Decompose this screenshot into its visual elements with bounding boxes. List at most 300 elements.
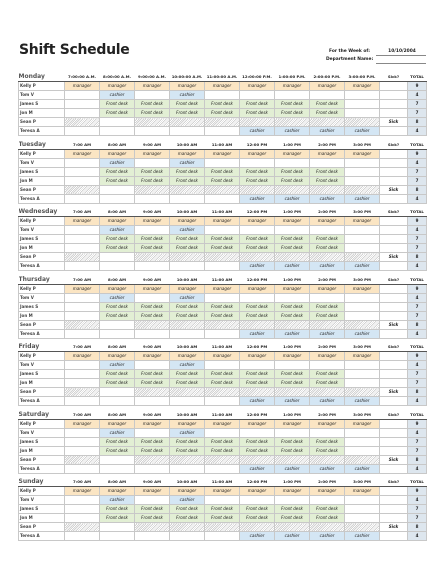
shift-cell[interactable]: manager: [135, 284, 170, 293]
shift-cell[interactable]: cashier: [345, 127, 380, 136]
shift-cell[interactable]: manager: [275, 419, 310, 428]
shift-cell[interactable]: Front desk: [100, 370, 135, 379]
employee-name[interactable]: Kelly P: [19, 487, 65, 496]
shift-cell[interactable]: [205, 293, 240, 302]
shift-cell[interactable]: Front desk: [205, 514, 240, 523]
sick-cell[interactable]: [380, 370, 408, 379]
shift-cell[interactable]: [345, 370, 380, 379]
shift-cell[interactable]: Front desk: [275, 311, 310, 320]
sick-cell[interactable]: [380, 397, 408, 406]
sick-cell[interactable]: [380, 217, 408, 226]
shift-cell[interactable]: [65, 505, 100, 514]
shift-cell[interactable]: Front desk: [275, 370, 310, 379]
shift-cell[interactable]: cashier: [345, 262, 380, 271]
shift-cell[interactable]: [240, 455, 275, 464]
shift-cell[interactable]: Front desk: [100, 302, 135, 311]
shift-cell[interactable]: Front desk: [310, 311, 345, 320]
shift-cell[interactable]: [205, 185, 240, 194]
shift-cell[interactable]: cashier: [310, 464, 345, 473]
shift-cell[interactable]: [275, 253, 310, 262]
shift-cell[interactable]: Front desk: [135, 167, 170, 176]
shift-cell[interactable]: [65, 464, 100, 473]
shift-cell[interactable]: [100, 194, 135, 203]
shift-cell[interactable]: manager: [240, 82, 275, 91]
shift-cell[interactable]: [170, 388, 205, 397]
shift-cell[interactable]: Front desk: [100, 446, 135, 455]
shift-cell[interactable]: Front desk: [100, 109, 135, 118]
shift-cell[interactable]: Front desk: [170, 235, 205, 244]
shift-cell[interactable]: [345, 167, 380, 176]
shift-cell[interactable]: Front desk: [100, 244, 135, 253]
employee-name[interactable]: Teresa A: [19, 194, 65, 203]
shift-cell[interactable]: [100, 320, 135, 329]
shift-cell[interactable]: Front desk: [275, 176, 310, 185]
shift-cell[interactable]: [65, 185, 100, 194]
shift-cell[interactable]: Front desk: [310, 176, 345, 185]
shift-cell[interactable]: [65, 455, 100, 464]
shift-cell[interactable]: [310, 118, 345, 127]
employee-name[interactable]: Tom V: [19, 158, 65, 167]
shift-cell[interactable]: [135, 91, 170, 100]
shift-cell[interactable]: [345, 523, 380, 532]
shift-cell[interactable]: manager: [240, 217, 275, 226]
sick-cell[interactable]: [380, 244, 408, 253]
shift-cell[interactable]: manager: [240, 352, 275, 361]
employee-name[interactable]: Tom V: [19, 428, 65, 437]
shift-cell[interactable]: Front desk: [170, 514, 205, 523]
shift-cell[interactable]: [170, 532, 205, 541]
shift-cell[interactable]: [65, 302, 100, 311]
shift-cell[interactable]: manager: [100, 487, 135, 496]
sick-cell[interactable]: [380, 226, 408, 235]
shift-cell[interactable]: [205, 388, 240, 397]
shift-cell[interactable]: Front desk: [205, 505, 240, 514]
shift-cell[interactable]: [205, 428, 240, 437]
shift-cell[interactable]: Front desk: [205, 235, 240, 244]
shift-cell[interactable]: cashier: [275, 127, 310, 136]
shift-cell[interactable]: cashier: [310, 329, 345, 338]
sick-cell[interactable]: [380, 514, 408, 523]
employee-name[interactable]: Sean P: [19, 523, 65, 532]
shift-cell[interactable]: [310, 455, 345, 464]
shift-cell[interactable]: [240, 226, 275, 235]
sick-cell[interactable]: [380, 532, 408, 541]
shift-cell[interactable]: manager: [65, 352, 100, 361]
shift-cell[interactable]: Front desk: [310, 100, 345, 109]
employee-name[interactable]: Sean P: [19, 320, 65, 329]
shift-cell[interactable]: [345, 388, 380, 397]
shift-cell[interactable]: [170, 127, 205, 136]
employee-name[interactable]: Tom V: [19, 496, 65, 505]
shift-cell[interactable]: [135, 194, 170, 203]
shift-cell[interactable]: Front desk: [240, 514, 275, 523]
shift-cell[interactable]: [135, 455, 170, 464]
shift-cell[interactable]: [275, 91, 310, 100]
shift-cell[interactable]: [135, 127, 170, 136]
shift-cell[interactable]: [65, 370, 100, 379]
shift-cell[interactable]: manager: [310, 487, 345, 496]
shift-cell[interactable]: [135, 532, 170, 541]
sick-cell[interactable]: Sick: [380, 185, 408, 194]
shift-cell[interactable]: [240, 361, 275, 370]
shift-cell[interactable]: manager: [100, 352, 135, 361]
shift-cell[interactable]: [135, 329, 170, 338]
shift-cell[interactable]: [275, 388, 310, 397]
shift-cell[interactable]: manager: [240, 284, 275, 293]
employee-name[interactable]: Kelly P: [19, 217, 65, 226]
shift-cell[interactable]: [135, 293, 170, 302]
sick-cell[interactable]: [380, 352, 408, 361]
shift-cell[interactable]: Front desk: [135, 235, 170, 244]
shift-cell[interactable]: Front desk: [205, 379, 240, 388]
shift-cell[interactable]: Front desk: [310, 446, 345, 455]
shift-cell[interactable]: [275, 118, 310, 127]
shift-cell[interactable]: Front desk: [240, 244, 275, 253]
shift-cell[interactable]: cashier: [170, 428, 205, 437]
shift-cell[interactable]: [100, 127, 135, 136]
sick-cell[interactable]: [380, 194, 408, 203]
shift-cell[interactable]: [170, 194, 205, 203]
shift-cell[interactable]: [65, 167, 100, 176]
shift-cell[interactable]: Front desk: [205, 446, 240, 455]
shift-cell[interactable]: Front desk: [135, 379, 170, 388]
shift-cell[interactable]: [345, 235, 380, 244]
shift-cell[interactable]: [275, 523, 310, 532]
shift-cell[interactable]: Front desk: [170, 311, 205, 320]
sick-cell[interactable]: [380, 419, 408, 428]
sick-cell[interactable]: [380, 361, 408, 370]
shift-cell[interactable]: cashier: [170, 361, 205, 370]
shift-cell[interactable]: manager: [205, 487, 240, 496]
shift-cell[interactable]: [65, 91, 100, 100]
shift-cell[interactable]: [135, 253, 170, 262]
sick-cell[interactable]: [380, 464, 408, 473]
shift-cell[interactable]: [65, 100, 100, 109]
shift-cell[interactable]: manager: [310, 149, 345, 158]
employee-name[interactable]: James S: [19, 235, 65, 244]
shift-cell[interactable]: Front desk: [205, 100, 240, 109]
shift-cell[interactable]: Front desk: [170, 505, 205, 514]
shift-cell[interactable]: manager: [170, 419, 205, 428]
shift-cell[interactable]: Front desk: [310, 437, 345, 446]
shift-cell[interactable]: [65, 109, 100, 118]
shift-cell[interactable]: [240, 293, 275, 302]
employee-name[interactable]: Jon M: [19, 244, 65, 253]
shift-cell[interactable]: manager: [345, 82, 380, 91]
shift-cell[interactable]: [65, 244, 100, 253]
shift-cell[interactable]: Front desk: [135, 176, 170, 185]
shift-cell[interactable]: [275, 455, 310, 464]
shift-cell[interactable]: Front desk: [205, 311, 240, 320]
shift-cell[interactable]: [205, 194, 240, 203]
shift-cell[interactable]: [345, 361, 380, 370]
shift-cell[interactable]: [345, 226, 380, 235]
shift-cell[interactable]: [65, 388, 100, 397]
shift-cell[interactable]: cashier: [170, 158, 205, 167]
shift-cell[interactable]: Front desk: [240, 235, 275, 244]
sick-cell[interactable]: [380, 100, 408, 109]
shift-cell[interactable]: [65, 361, 100, 370]
shift-cell[interactable]: cashier: [275, 262, 310, 271]
shift-cell[interactable]: cashier: [275, 532, 310, 541]
shift-cell[interactable]: cashier: [275, 194, 310, 203]
shift-cell[interactable]: [65, 320, 100, 329]
shift-cell[interactable]: Front desk: [100, 176, 135, 185]
shift-cell[interactable]: Front desk: [135, 437, 170, 446]
shift-cell[interactable]: Front desk: [240, 109, 275, 118]
shift-cell[interactable]: manager: [135, 82, 170, 91]
sick-cell[interactable]: [380, 176, 408, 185]
shift-cell[interactable]: [65, 446, 100, 455]
shift-cell[interactable]: Front desk: [100, 505, 135, 514]
shift-cell[interactable]: [100, 397, 135, 406]
shift-cell[interactable]: manager: [275, 284, 310, 293]
shift-cell[interactable]: manager: [100, 284, 135, 293]
shift-cell[interactable]: [345, 446, 380, 455]
shift-cell[interactable]: [345, 514, 380, 523]
shift-cell[interactable]: manager: [65, 284, 100, 293]
shift-cell[interactable]: [275, 226, 310, 235]
shift-cell[interactable]: [205, 118, 240, 127]
shift-cell[interactable]: [310, 496, 345, 505]
shift-cell[interactable]: cashier: [100, 293, 135, 302]
shift-cell[interactable]: [65, 194, 100, 203]
shift-cell[interactable]: cashier: [100, 428, 135, 437]
shift-cell[interactable]: Front desk: [170, 379, 205, 388]
shift-cell[interactable]: manager: [240, 487, 275, 496]
shift-cell[interactable]: Front desk: [135, 244, 170, 253]
shift-cell[interactable]: Front desk: [240, 446, 275, 455]
shift-cell[interactable]: [240, 428, 275, 437]
shift-cell[interactable]: [205, 158, 240, 167]
shift-cell[interactable]: manager: [135, 487, 170, 496]
shift-cell[interactable]: Front desk: [205, 176, 240, 185]
shift-cell[interactable]: cashier: [240, 329, 275, 338]
shift-cell[interactable]: Front desk: [310, 514, 345, 523]
employee-name[interactable]: James S: [19, 437, 65, 446]
shift-cell[interactable]: Front desk: [240, 302, 275, 311]
shift-cell[interactable]: manager: [310, 419, 345, 428]
shift-cell[interactable]: cashier: [275, 464, 310, 473]
shift-cell[interactable]: Front desk: [275, 235, 310, 244]
shift-cell[interactable]: cashier: [275, 329, 310, 338]
shift-cell[interactable]: [65, 532, 100, 541]
employee-name[interactable]: Kelly P: [19, 352, 65, 361]
shift-cell[interactable]: [100, 464, 135, 473]
employee-name[interactable]: Tom V: [19, 226, 65, 235]
shift-cell[interactable]: [135, 464, 170, 473]
shift-cell[interactable]: [65, 379, 100, 388]
shift-cell[interactable]: manager: [205, 352, 240, 361]
shift-cell[interactable]: manager: [170, 82, 205, 91]
shift-cell[interactable]: [240, 388, 275, 397]
sick-cell[interactable]: [380, 158, 408, 167]
shift-cell[interactable]: [65, 428, 100, 437]
shift-cell[interactable]: [170, 253, 205, 262]
shift-cell[interactable]: cashier: [345, 464, 380, 473]
shift-cell[interactable]: Front desk: [240, 100, 275, 109]
sick-cell[interactable]: Sick: [380, 455, 408, 464]
shift-cell[interactable]: Front desk: [100, 311, 135, 320]
employee-name[interactable]: Jon M: [19, 311, 65, 320]
shift-cell[interactable]: Front desk: [170, 446, 205, 455]
shift-cell[interactable]: [205, 91, 240, 100]
shift-cell[interactable]: [170, 320, 205, 329]
shift-cell[interactable]: Front desk: [100, 167, 135, 176]
shift-cell[interactable]: [310, 293, 345, 302]
sick-cell[interactable]: Sick: [380, 523, 408, 532]
shift-cell[interactable]: [345, 455, 380, 464]
shift-cell[interactable]: manager: [345, 487, 380, 496]
shift-cell[interactable]: manager: [275, 149, 310, 158]
sick-cell[interactable]: [380, 235, 408, 244]
shift-cell[interactable]: [275, 496, 310, 505]
employee-name[interactable]: Sean P: [19, 185, 65, 194]
shift-cell[interactable]: [170, 185, 205, 194]
shift-cell[interactable]: manager: [205, 217, 240, 226]
shift-cell[interactable]: [205, 464, 240, 473]
shift-cell[interactable]: manager: [170, 217, 205, 226]
shift-cell[interactable]: [65, 235, 100, 244]
shift-cell[interactable]: Front desk: [310, 370, 345, 379]
shift-cell[interactable]: [275, 158, 310, 167]
employee-name[interactable]: Kelly P: [19, 149, 65, 158]
employee-name[interactable]: Jon M: [19, 446, 65, 455]
sick-cell[interactable]: [380, 262, 408, 271]
shift-cell[interactable]: [100, 523, 135, 532]
shift-cell[interactable]: cashier: [310, 194, 345, 203]
shift-cell[interactable]: [170, 523, 205, 532]
shift-cell[interactable]: Front desk: [240, 311, 275, 320]
shift-cell[interactable]: manager: [65, 149, 100, 158]
shift-cell[interactable]: [310, 428, 345, 437]
shift-cell[interactable]: Front desk: [310, 244, 345, 253]
shift-cell[interactable]: Front desk: [240, 370, 275, 379]
shift-cell[interactable]: cashier: [345, 329, 380, 338]
employee-name[interactable]: Tom V: [19, 91, 65, 100]
shift-cell[interactable]: manager: [135, 352, 170, 361]
shift-cell[interactable]: Front desk: [100, 379, 135, 388]
shift-cell[interactable]: [205, 496, 240, 505]
shift-cell[interactable]: [240, 523, 275, 532]
shift-cell[interactable]: [345, 437, 380, 446]
shift-cell[interactable]: [65, 514, 100, 523]
shift-cell[interactable]: [240, 118, 275, 127]
shift-cell[interactable]: Front desk: [100, 100, 135, 109]
shift-cell[interactable]: cashier: [310, 262, 345, 271]
shift-cell[interactable]: Front desk: [205, 302, 240, 311]
shift-cell[interactable]: manager: [345, 217, 380, 226]
shift-cell[interactable]: [205, 532, 240, 541]
shift-cell[interactable]: manager: [345, 284, 380, 293]
shift-cell[interactable]: manager: [205, 284, 240, 293]
shift-cell[interactable]: [135, 185, 170, 194]
employee-name[interactable]: Teresa A: [19, 397, 65, 406]
shift-cell[interactable]: [240, 158, 275, 167]
shift-cell[interactable]: [345, 320, 380, 329]
sick-cell[interactable]: [380, 487, 408, 496]
employee-name[interactable]: James S: [19, 100, 65, 109]
employee-name[interactable]: Jon M: [19, 514, 65, 523]
shift-cell[interactable]: cashier: [100, 91, 135, 100]
shift-cell[interactable]: manager: [100, 217, 135, 226]
sick-cell[interactable]: [380, 302, 408, 311]
sick-cell[interactable]: [380, 91, 408, 100]
shift-cell[interactable]: [345, 118, 380, 127]
employee-name[interactable]: Sean P: [19, 118, 65, 127]
shift-cell[interactable]: [345, 158, 380, 167]
shift-cell[interactable]: manager: [345, 149, 380, 158]
sick-cell[interactable]: [380, 496, 408, 505]
shift-cell[interactable]: [170, 118, 205, 127]
shift-cell[interactable]: [65, 523, 100, 532]
shift-cell[interactable]: [65, 176, 100, 185]
sick-cell[interactable]: [380, 82, 408, 91]
shift-cell[interactable]: cashier: [310, 127, 345, 136]
shift-cell[interactable]: [65, 496, 100, 505]
shift-cell[interactable]: [135, 496, 170, 505]
shift-cell[interactable]: Front desk: [275, 302, 310, 311]
shift-cell[interactable]: [135, 262, 170, 271]
shift-cell[interactable]: manager: [65, 82, 100, 91]
shift-cell[interactable]: [240, 253, 275, 262]
shift-cell[interactable]: [135, 226, 170, 235]
shift-cell[interactable]: [205, 320, 240, 329]
shift-cell[interactable]: [345, 91, 380, 100]
shift-cell[interactable]: [135, 397, 170, 406]
shift-cell[interactable]: Front desk: [135, 100, 170, 109]
sick-cell[interactable]: Sick: [380, 388, 408, 397]
shift-cell[interactable]: Front desk: [275, 167, 310, 176]
sick-cell[interactable]: [380, 505, 408, 514]
shift-cell[interactable]: [345, 253, 380, 262]
shift-cell[interactable]: [205, 397, 240, 406]
employee-name[interactable]: Sean P: [19, 388, 65, 397]
shift-cell[interactable]: Front desk: [205, 244, 240, 253]
employee-name[interactable]: James S: [19, 505, 65, 514]
shift-cell[interactable]: [135, 320, 170, 329]
shift-cell[interactable]: [310, 185, 345, 194]
employee-name[interactable]: James S: [19, 302, 65, 311]
shift-cell[interactable]: cashier: [240, 262, 275, 271]
shift-cell[interactable]: cashier: [100, 361, 135, 370]
shift-cell[interactable]: Front desk: [100, 437, 135, 446]
shift-cell[interactable]: [345, 293, 380, 302]
shift-cell[interactable]: [310, 361, 345, 370]
shift-cell[interactable]: manager: [170, 149, 205, 158]
shift-cell[interactable]: [310, 158, 345, 167]
shift-cell[interactable]: manager: [100, 82, 135, 91]
shift-cell[interactable]: Front desk: [275, 446, 310, 455]
shift-cell[interactable]: cashier: [275, 397, 310, 406]
shift-cell[interactable]: cashier: [100, 496, 135, 505]
shift-cell[interactable]: Front desk: [135, 514, 170, 523]
shift-cell[interactable]: manager: [275, 217, 310, 226]
shift-cell[interactable]: [240, 91, 275, 100]
shift-cell[interactable]: cashier: [170, 293, 205, 302]
shift-cell[interactable]: Front desk: [240, 437, 275, 446]
sick-cell[interactable]: [380, 428, 408, 437]
shift-cell[interactable]: [65, 253, 100, 262]
shift-cell[interactable]: [310, 388, 345, 397]
shift-cell[interactable]: [100, 532, 135, 541]
shift-cell[interactable]: manager: [205, 419, 240, 428]
shift-cell[interactable]: [65, 293, 100, 302]
sick-cell[interactable]: [380, 437, 408, 446]
shift-cell[interactable]: [100, 329, 135, 338]
employee-name[interactable]: Tom V: [19, 361, 65, 370]
shift-cell[interactable]: Front desk: [170, 167, 205, 176]
